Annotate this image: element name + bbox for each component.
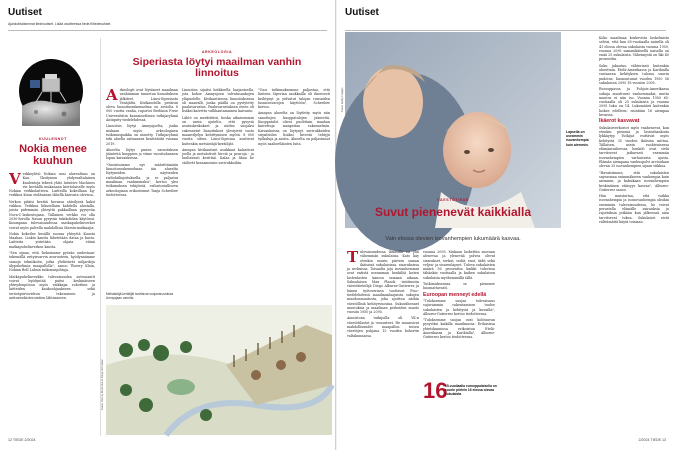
drop-cap: V xyxy=(9,170,21,188)
archaeology-caption: Metsästäjä-keräilijät tarvitsivat suojavarustuksia Amnyajaan varrella. xyxy=(106,292,174,300)
big-number-caption: 65-vuotiaalla eurooppalaisella on suurin piirtein 16 elossa olevaa sukulaista. xyxy=(445,384,497,397)
subhead-europe: Euroopan menneyt edellä xyxy=(423,291,487,298)
divider xyxy=(8,30,327,31)
archaeology-body-col3: "Uusi tutkimuksemme paljastaa, että länteen Siperian asukkailla oli ilmeisesti keihtynyt ja pelvatut talojan runsaiden luonnonvarojen käyttöön", Schreiber kertoo. Amnyan alueelta on löydetty myös niin sanottujen kuoppatalojen jäänteitä. Kuoppatalot olivat puolittain maahan kaivettuja maapeitaa rakennelmia. Kaivauksissa on löytynyt savirukkoiden sirpaleiden lisäksi kivestä tehtyjä työkaluja ja aseita. Alueelta on paljastunut myös saalisetläinten luita. xyxy=(258,88,330,146)
lunar-lander-illustration xyxy=(16,56,86,126)
demography-body-col2: vuonna 2095. Mukaan laskettiin suoraan alenevaa ja ylenevää polvea olevat sisarukset, serkut, sedät, enot, tädit sekä veljen- ja sisarenlapset. Tuleva sukulaisten määrä 56 prosenttia kaikki tulevissa tähänkin vuotiaalla ja kaiken sukulaisen sukulaisia myöhemmällä iällä. Tutkimukseensa se pienenee huomattavasti. Euroopan menneyt edellä "Tuloksemme suojan tulevaisuus sujuvammin rakentamisen tuulee sukulaisten ja kehitystä ja kuvailla", Alburez-Gutierrez kertoo tiedotteessa. "Tuloksemme suojan ovat kohtuuvan pysyviksi kaikilla maailmassa. Erilaisissa yhteiskunnissa erikoistuu Etelä-Amerikassa ja Karibialla", Alburez-Gutierrez kertoo tiedotteessa. xyxy=(423,250,495,340)
right-page xyxy=(337,0,674,450)
fortress-illustration xyxy=(106,305,332,435)
comet-kicker: KUULENNOT xyxy=(39,137,67,141)
comet-headline: Nokia menee kuuhun xyxy=(19,143,87,167)
archaeology-kicker: ARKEOLOGIA xyxy=(201,50,233,54)
demography-headline: Suvut pienenevät kaikkialla xyxy=(374,205,532,219)
photo-credit: Kuva: Getty Images xyxy=(340,87,344,112)
right-footer: 2/2024 TIEDE 13 xyxy=(638,438,666,442)
left-page xyxy=(0,0,336,450)
section-subline: Ajankohtaisimmat tiedeuutiset. Lisää osoitteessa tiede.fi/tiedeuutiset. xyxy=(8,22,112,26)
archaeology-body-col1: A rkeologit ovat löytäneet maailman vanhimman tunnetun linnoituksen jälkiteet Länsi-Siperiasta Venäjältä. Kivikaudella peräisin oleva linnoitusrakennelma on arviolta 8 000 vuotta vanha, raportoi Berliinin Freie Universitätin kansainvälinen tutkijaryhmä Antiquity-tiedelehdessä. Linnoitus löytyi Amnyajoelta, jonka mukaan myös arkeologinen tutkimuspaikka on nimetty. Tutkijaryhmä teki aluella rattaanera kenttätöitä vuonna 2019. Alueelta löytyi puuen varustuksen jäänteitä kuoppien jo viime vuosituhannen lopun kaivauksissa. "Onnistuimme nyt määrittämään linnoitusrakennelman iän alueelta löytyneiden näytteiden radiohiiliajoituksella, ja se paljastui maailman vanhimmaksi", kertoo yksi tutkimuksen tekijöistä, esihistorialliseen arkeologiaan erikoistunut Tanja Schreiber tiedotteessa. xyxy=(106,86,178,197)
comet-body: V erkkoyhtiö Nokian uusi aluevaltaus on Kuu. Yksityinen yhdysvaltalainen kuulentoja tekevä yhtiö Intuitive Machines vie keväällä mukanaan kiertolaiselle myös Nokian verkkolaitteen. Laitteilla kokeillaan 4g-verkkoa Kuun etelänavan lähellä kaivosta olevissa. Verkon pitäisi kestää kovassa säteilyssä kaksi viikkoa. Verkkoa liikutellaan kahdella alustalla, joista pidemmän yhteyttä pakkaillaan pyysyvän Nova-C-laskeutujaan. Tällainen verkko voi olla 2030-luvulla Nasan pysyvän tukikohdan käytössä. Kuumpana tulevaisuudessa matkapuhelinverkot voivat myös palvella mahdollisia Marsin-matkaajia. Nokia kokeilee kesällä suoraa yhteyttä Kuusta Maahan. Linkin kautta lähetetään dataa ja kuvia. Laitteita yritetään ohjata etänä matkapuhelinverkon kautta. "Sen sijaan, että 'kekssimme pyörän uudestaan' tekemällä erityisvarvin avaruuteen, hyödynnämme samoja tekniikoita, jotka yhdistävät miljardeja älypuhelimia maapallolla", sanoo Thierry Klein, Nokian Bell Labsin tutkimusjohtaja. Matkapuhelinverkko tulevaisuuden astronautit voivat hyödyntää paitsi keskinäiseen yhteydenpitoon myös vaikkapa robottien ja laitteiden kaukoohjaukseen sekä teräväpiirtovideon tekemiseen ja antturirekisterointien lähtimiseen. xyxy=(9,170,95,301)
section-title: Uutiset xyxy=(8,7,42,18)
demography-body-col3: Koko maailmaa koskevista laskelmista selvisi, että kun 65-vuotiaalla naisella oli 41 elossa olevaa sukulaista vuonna 1950, vuonna 2095 samanikäisellä naisella on enää 25 sukulaista. Vähennystä on liki 40 prosenttia. Suku jakautuu vähteriasti kuitenkin alueittain. Etelä-Amerikassa ja Karibialla vastaavan kehityksen tulossa suurin pudotus, huonontunut vuoden 1950 56 sukulaisen 2095 18 vuosien 2095. Eurooppassa ja Pohjois-Amerikassa sukuja muuttuvat vanhemmaksi, mutta muutos ei niin iso. Vuonna 1950 65-vuotiaalla oli 25 sukulaista ja vuonna 2095 luku on 14. Lukumäärä kuitenkin laskee edelleen: enintään 16 aiempaa luvuissa. Ikäerot kasvavat Sukulaisverkostot myös vanhenevat, kun etenkin pienenä ja lastenhankinta lykkäytyy. Tutkijat esittävät myös kehitystä 35 vuoden ikäisien mittaa. Tällaisen, usein ruohteaisessa elämänvaiheessa henkilö ovat vielä tarvitsevat jatkuvasti enemmän isovanhempien varhaisesta ajasta. Elämän aiempana vanhuspolvi arvioidaan olevan 35 isovanhempien sijaan viikkoa. "Havaitsimme, että sukulaisten sayrasmaa enimmäkseen vanhempia kuin aiemmin, ja kaksikaan isovanhempien keskinäinen etäisyys kasvaa", Alburez-Gutierrez sanoo. Hän muistuttaa, että vaikka isovanhempia ja isoisovanhempia olisikin enemmän tulevaisuudessa, he voivat perustella elämälle sairauksia ja rajoituksia pitkään kun jälkeensä aina tarvitsevat tukea. Sukulaiset eivät välttämättä käytä toisiaan. xyxy=(599,36,669,224)
archaeology-body-col2: Linnoitus sijaitsi heikkeella harjanteella, jota kohoe Amnyajoen tulvatasankojen yläpuolelle. Kivikautisessa linnoituksessa oli maavalli, jonka päällä on pystytetty paaluvarustus. Paaluvarustuksen eteen oli lisäksi kaivettu vallihautamainen kaivanto. Lähtö on merkittävä, koska aikaisemmin on usein ajateltu, että pysyviä asutuskeskukset ja niiden suojaksi rakennetut linnoitukset ylestyivät vasta maanviljelyn kehittymisen myötä. 8 000 vuotta sitten Länsi-Siperiaa asuttivat kuitenkin metsästäjä-keräilijät. Amnyan kivikautiset asukkaat kalastivat joella ja metsästivät hirviä ja peuroja - ja luultavasti kerittää. Kalaa ja lihaa he säilövät keraameisiin savirukkoihin. xyxy=(182,88,254,165)
demography-deck: Vain elossa olevien isovanhempien lukumäärä kasvaa. xyxy=(385,236,521,242)
archaeology-credit: Kuva: Henny Piezonka & Tanja Schreiber xyxy=(100,358,104,410)
section-title: Uutiset xyxy=(345,7,379,18)
photo-caption: Lapsella on useammin isovanhempia kuin aiemmin. xyxy=(566,130,589,147)
left-footer: 12 TIEDE 2/2024 xyxy=(8,438,36,442)
divider xyxy=(345,30,666,31)
subhead-age-gaps: Ikäerot kasvavat xyxy=(599,118,640,125)
big-number: 16 xyxy=(423,378,448,403)
demography-kicker: VÄESTÖTIEDE xyxy=(437,198,469,202)
archaeology-headline: Siperiasta löytyi maailman vanhin linnoitus xyxy=(132,56,302,80)
demography-body-col1: T ulevaisuudessa ihmisillä on yhä vähemmän sukulaisia. Kato käy etenkin suurin piirtein saman ikäisissä sukulaisissa, sisaruksissa ja serkuissa. Toisaalta joja isovanhemmat ovat entistä useamman henkilöä lasten lastenlasten kanssa samaan aikaan. Saksalaisen Max Planck -instituutin väestötieteilijä Diego Alburez-Gutierrez ja hänen työtoverinsa tuottavat Proc-tiedelehdessä maailmanlaajuista sukujen muodonmuutosta, joka ajoittuu näihin väestöllisiä kehitysvuosina. Sukuvähennet muutoksia ja maailman perheiden muoto vuosiin 1950 ja 2095. Aineistona tutkijoilla oli YK:n väestötilastot ja -ennusteet. He muunsivat mahdollisuudet maapallon toisen väestöjen pohjana 15 vuoden kohortin valtakunnassa. xyxy=(347,248,419,338)
